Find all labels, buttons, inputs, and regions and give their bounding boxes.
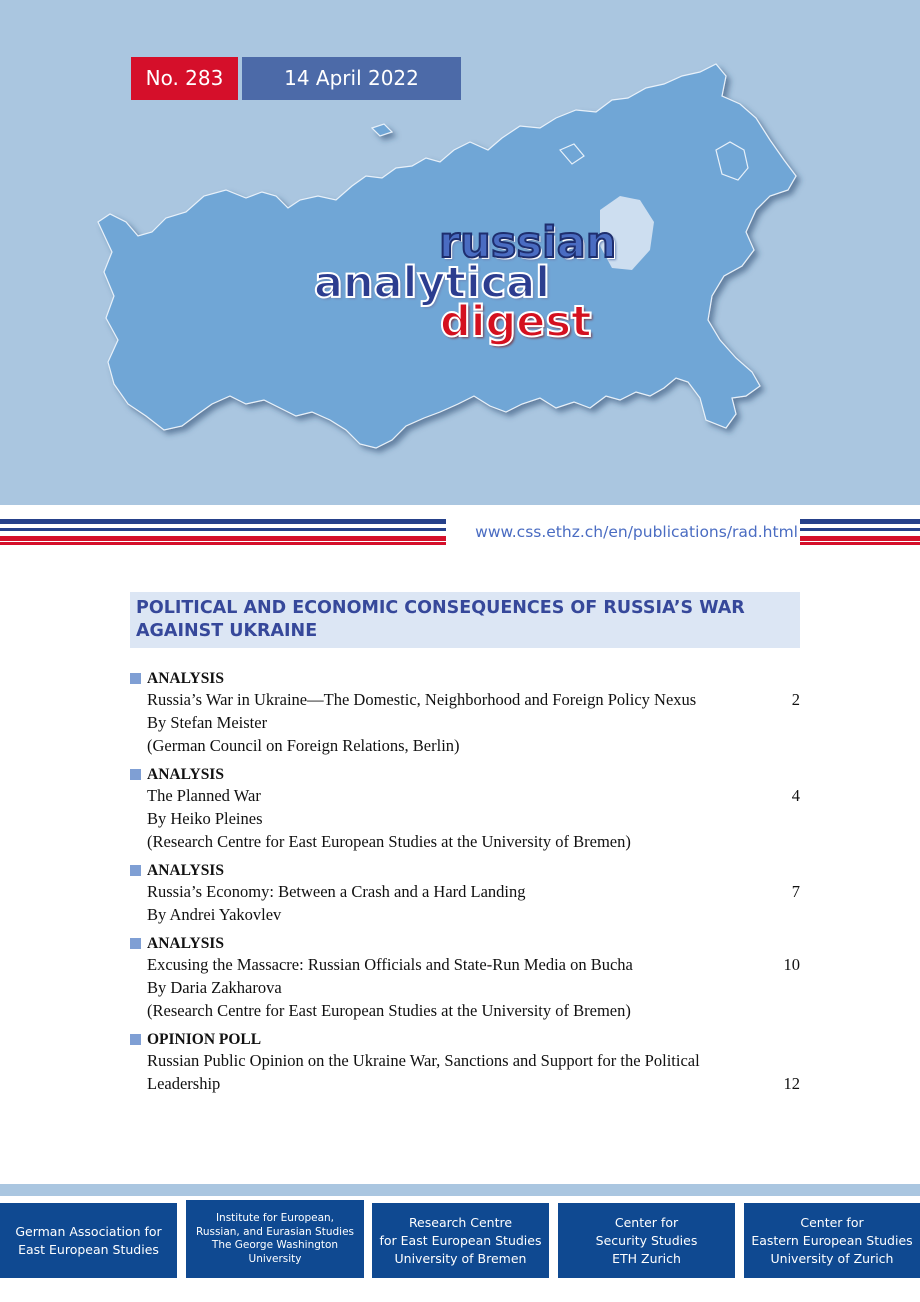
toc-entry-author: By Stefan Meister xyxy=(147,713,268,732)
partner-label: Institute for European, Russian, and Eurasian Studies The George Washington University xyxy=(196,1212,354,1265)
cover-header xyxy=(0,0,920,505)
toc-entry-author: By Andrei Yakovlev xyxy=(147,905,282,924)
bullet-square-icon xyxy=(130,865,141,876)
toc-entry-title-line xyxy=(147,1072,800,1095)
toc-entry-author: By Heiko Pleines xyxy=(147,809,263,828)
partner-eth-css xyxy=(558,1203,735,1278)
partner-gwu-institute xyxy=(186,1200,364,1278)
toc-entry-page: 12 xyxy=(783,1074,800,1093)
toc-entry-title: The Planned War xyxy=(147,786,261,805)
toc-entry-title: Russian Public Opinion on the Ukraine War, Sanctions and Support for the Political xyxy=(147,1051,700,1070)
partner-german-association xyxy=(0,1203,177,1278)
toc-entry-kind: ANALYSIS xyxy=(147,766,224,783)
toc-entry-title: Russia’s War in Ukraine—The Domestic, Neighborhood and Foreign Policy Nexus xyxy=(147,690,697,709)
partner-label: Center for Eastern European Studies University of Zurich xyxy=(751,1214,913,1266)
partner-bremen-research-centre xyxy=(372,1203,549,1278)
toc-entry-title: Russia’s Economy: Between a Crash and a Hard Landing xyxy=(147,882,526,901)
logo-word-analytical: analytical xyxy=(314,258,550,308)
toc-entry-page: 2 xyxy=(791,690,800,709)
toc-entry-author: By Daria Zakharova xyxy=(147,978,282,997)
bullet-square-icon xyxy=(130,1034,141,1045)
toc-entry-page: 4 xyxy=(791,786,800,805)
bullet-square-icon xyxy=(130,769,141,780)
toc-entry-title-line xyxy=(147,688,800,711)
toc-entry-page: 7 xyxy=(791,882,800,901)
issue-title: POLITICAL AND ECONOMIC CONSEQUENCES OF RUSSIA’S WAR AGAINST UKRAINE xyxy=(136,598,745,641)
toc-entry-title: Excusing the Massacre: Russian Officials and State-Run Media on Bucha xyxy=(147,955,633,974)
logo-word-russian: russian xyxy=(439,218,617,268)
toc-entry-affiliation: (Research Centre for East European Studies at the University of Bremen) xyxy=(147,832,631,851)
toc-entry[interactable] xyxy=(130,1030,800,1095)
toc-entry-kind: ANALYSIS xyxy=(147,670,224,687)
toc-entry[interactable] xyxy=(130,861,800,926)
russian-analytical-digest-logo xyxy=(300,218,640,352)
table-of-contents xyxy=(130,669,800,1103)
bullet-square-icon xyxy=(130,673,141,684)
partner-label: German Association for East European Studies xyxy=(15,1223,162,1257)
toc-entry-affiliation: (German Council on Foreign Relations, Berlin) xyxy=(147,736,460,755)
partner-zurich-cees xyxy=(744,1203,920,1278)
toc-entry[interactable] xyxy=(130,669,800,757)
partner-label: Center for Security Studies ETH Zurich xyxy=(595,1214,698,1266)
logo-word-digest: digest xyxy=(440,297,592,347)
bullet-square-icon xyxy=(130,938,141,949)
issue-number-badge: No. 283 xyxy=(131,57,238,100)
toc-entry-kind: OPINION POLL xyxy=(147,1031,262,1048)
issue-title-box xyxy=(130,592,800,648)
toc-entry-title-continued: Leadership xyxy=(147,1074,221,1093)
toc-entry[interactable] xyxy=(130,765,800,853)
website-url-link[interactable]: www.css.ethz.ch/en/publications/rad.html xyxy=(446,519,800,546)
issue-date-badge: 14 April 2022 xyxy=(242,57,461,100)
toc-entry-affiliation: (Research Centre for East European Studies at the University of Bremen) xyxy=(147,1001,631,1020)
toc-entry-kind: ANALYSIS xyxy=(147,862,224,879)
toc-entry-kind: ANALYSIS xyxy=(147,935,224,952)
toc-entry[interactable] xyxy=(130,934,800,1022)
toc-entry-page: 10 xyxy=(783,955,800,974)
toc-entry-title-line xyxy=(147,953,800,976)
toc-entry-title-line xyxy=(147,880,800,903)
footer-band xyxy=(0,1184,920,1196)
partner-label: Research Centre for East European Studies University of Bremen xyxy=(379,1214,542,1266)
toc-entry-title-line xyxy=(147,784,800,807)
